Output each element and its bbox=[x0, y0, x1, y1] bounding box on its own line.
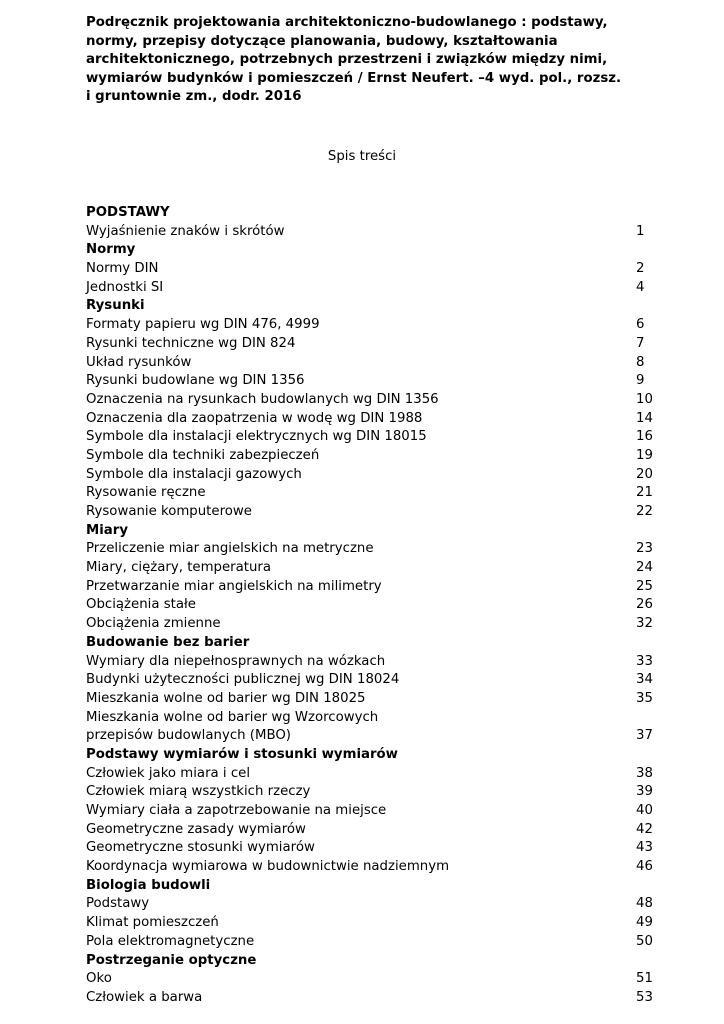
table-of-contents bbox=[86, 204, 656, 1008]
toc-entry-title: Mieszkania wolne od barier wg DIN 18025 bbox=[86, 690, 366, 706]
toc-entry-title: Jednostki SI bbox=[86, 279, 164, 295]
toc-entry-page: 7 bbox=[636, 335, 645, 351]
toc-entry-page: 33 bbox=[636, 653, 653, 669]
toc-entry-title: Geometryczne zasady wymiarów bbox=[86, 821, 306, 837]
toc-section-heading bbox=[86, 204, 656, 223]
toc-entry-title: Wymiary dla niepełnosprawnych na wózkach bbox=[86, 653, 386, 669]
toc-entry-page: 35 bbox=[636, 690, 653, 706]
toc-entry-title: Wymiary ciała a zapotrzebowanie na miejsce bbox=[86, 803, 387, 818]
toc-entry-page: 34 bbox=[636, 672, 653, 688]
toc-entry bbox=[86, 914, 656, 933]
toc-entry-title: Człowiek jako miara i cel bbox=[86, 765, 251, 781]
toc-entry-title: Normy bbox=[86, 242, 136, 258]
toc-entry-title: Miary, ciężary, temperatura bbox=[86, 560, 272, 576]
toc-entry-title: Normy DIN bbox=[86, 261, 159, 277]
toc-entry-title: Przeliczenie miar angielskich na metryczne bbox=[86, 541, 374, 557]
toc-entry bbox=[86, 989, 656, 1008]
toc-entry-title: Mieszkania wolne od barier wg Wzorcowych bbox=[86, 709, 379, 725]
toc-entry-page: 42 bbox=[636, 821, 653, 837]
toc-entry bbox=[86, 578, 656, 597]
toc-entry-title: Symbole dla techniki zabezpieczeń bbox=[86, 447, 320, 463]
toc-entry-title: Formaty papieru wg DIN 476, 4999 bbox=[86, 317, 320, 333]
document-title bbox=[86, 14, 686, 107]
toc-section-heading bbox=[86, 877, 656, 896]
toc-entry bbox=[86, 709, 656, 728]
toc-entry bbox=[86, 316, 656, 335]
toc-entry-title: Człowiek a barwa bbox=[86, 989, 203, 1005]
toc-heading: Spis treści bbox=[327, 149, 397, 164]
title-line: normy, przepisy dotyczące planowania, budowy, kształtowania bbox=[86, 33, 558, 49]
toc-section-heading bbox=[86, 241, 656, 260]
toc-entry-title: Koordynacja wymiarowa w budownictwie nadziemnym bbox=[86, 859, 450, 875]
toc-entry bbox=[86, 727, 656, 746]
toc-entry-title: Pola elektromagnetyczne bbox=[86, 933, 255, 949]
toc-entry-page: 25 bbox=[636, 578, 653, 594]
toc-entry-page: 43 bbox=[636, 840, 653, 856]
toc-entry bbox=[86, 372, 656, 391]
toc-entry bbox=[86, 821, 656, 840]
toc-entry-title: Postrzeganie optyczne bbox=[86, 952, 257, 968]
toc-entry bbox=[86, 802, 656, 821]
toc-entry-title: Rysowanie ręczne bbox=[86, 485, 206, 501]
toc-entry-page: 14 bbox=[636, 410, 653, 426]
toc-entry bbox=[86, 410, 656, 429]
title-line: architektonicznego, potrzebnych przestrzeni i związków między nimi, bbox=[86, 52, 608, 68]
toc-entry-page: 20 bbox=[636, 466, 653, 482]
toc-entry-title: przepisów budowlanych (MBO) bbox=[86, 728, 291, 744]
toc-section-heading bbox=[86, 746, 656, 765]
toc-entry-title: Budynki użyteczności publicznej wg DIN 18024 bbox=[86, 672, 400, 688]
toc-entry bbox=[86, 933, 656, 952]
toc-entry-page: 24 bbox=[636, 560, 653, 576]
toc-entry bbox=[86, 335, 656, 354]
toc-entry-page: 6 bbox=[636, 317, 645, 333]
toc-entry bbox=[86, 839, 656, 858]
toc-entry-page: 4 bbox=[636, 279, 645, 295]
toc-entry-page: 50 bbox=[636, 933, 653, 949]
toc-entry bbox=[86, 484, 656, 503]
toc-entry bbox=[86, 653, 656, 672]
toc-entry-title: Budowanie bez barier bbox=[86, 634, 250, 650]
toc-entry bbox=[86, 540, 656, 559]
toc-section-heading bbox=[86, 297, 656, 316]
toc-entry-page: 8 bbox=[636, 354, 645, 370]
title-line: wymiarów budynków i pomieszczeń / Ernst Neufert. –4 wyd. pol., rozsz. bbox=[86, 70, 622, 86]
toc-entry-title: Symbole dla instalacji elektrycznych wg DIN 18015 bbox=[86, 429, 427, 445]
toc-entry bbox=[86, 223, 656, 242]
toc-entry bbox=[86, 428, 656, 447]
title-line: Podręcznik projektowania architektoniczno-budowlanego : podstawy, bbox=[86, 15, 608, 30]
toc-entry bbox=[86, 260, 656, 279]
toc-entry-title: Geometryczne stosunki wymiarów bbox=[86, 840, 315, 856]
toc-entry bbox=[86, 858, 656, 877]
toc-entry-title: Rysunki budowlane wg DIN 1356 bbox=[86, 373, 305, 389]
toc-entry bbox=[86, 391, 656, 410]
toc-entry-title: Rysowanie komputerowe bbox=[86, 504, 252, 519]
toc-entry-page: 21 bbox=[636, 485, 653, 501]
toc-entry-page: 23 bbox=[636, 541, 653, 557]
toc-entry bbox=[86, 596, 656, 615]
toc-entry-page bbox=[636, 709, 656, 728]
toc-section-heading bbox=[86, 634, 656, 653]
toc-entry-page: 37 bbox=[636, 728, 653, 744]
toc-entry-page: 26 bbox=[636, 597, 653, 613]
toc-entry-title: Oznaczenia na rysunkach budowlanych wg DIN 1356 bbox=[86, 391, 439, 407]
toc-entry-page: 1 bbox=[636, 223, 645, 239]
toc-entry bbox=[86, 765, 656, 784]
toc-entry bbox=[86, 671, 656, 690]
toc-entry-page: 2 bbox=[636, 261, 645, 277]
toc-entry-page: 51 bbox=[636, 971, 653, 987]
toc-entry-page: 16 bbox=[636, 429, 653, 445]
toc-entry-page: 38 bbox=[636, 765, 653, 781]
toc-entry-page: 40 bbox=[636, 803, 653, 818]
toc-entry bbox=[86, 503, 656, 522]
toc-entry-title: Podstawy bbox=[86, 896, 150, 912]
toc-section-heading bbox=[86, 522, 656, 541]
toc-entry-page: 53 bbox=[636, 989, 653, 1005]
toc-entry-page: 19 bbox=[636, 447, 653, 463]
toc-entry-page: 32 bbox=[636, 616, 653, 632]
toc-entry bbox=[86, 783, 656, 802]
toc-entry-title: Oko bbox=[86, 971, 112, 987]
toc-entry bbox=[86, 690, 656, 709]
toc-entry-title: Wyjaśnienie znaków i skrótów bbox=[86, 223, 285, 239]
toc-entry bbox=[86, 895, 656, 914]
toc-entry-title: Przetwarzanie miar angielskich na milimetry bbox=[86, 578, 382, 594]
toc-entry-title: Rysunki techniczne wg DIN 824 bbox=[86, 335, 296, 351]
toc-entry-title: Rysunki bbox=[86, 298, 145, 314]
toc-entry-title: Biologia budowli bbox=[86, 877, 211, 893]
toc-entry-title: Obciążenia stałe bbox=[86, 597, 196, 613]
toc-entry-title: Miary bbox=[86, 522, 128, 538]
toc-entry-title: Układ rysunków bbox=[86, 354, 192, 370]
toc-entry bbox=[86, 559, 656, 578]
toc-entry-title: PODSTAWY bbox=[86, 205, 170, 220]
toc-entry bbox=[86, 466, 656, 485]
toc-entry-title: Podstawy wymiarów i stosunki wymiarów bbox=[86, 746, 398, 762]
toc-entry-page: 10 bbox=[636, 391, 653, 407]
toc-entry-title: Symbole dla instalacji gazowych bbox=[86, 466, 302, 482]
toc-entry-page: 46 bbox=[636, 859, 653, 875]
toc-entry bbox=[86, 970, 656, 989]
toc-entry bbox=[86, 615, 656, 634]
toc-entry-page: 49 bbox=[636, 915, 653, 931]
toc-entry-page: 48 bbox=[636, 896, 653, 912]
toc-entry-page: 39 bbox=[636, 784, 653, 800]
toc-entry bbox=[86, 354, 656, 373]
toc-entry bbox=[86, 279, 656, 298]
toc-entry-title: Obciążenia zmienne bbox=[86, 616, 221, 632]
toc-entry-title: Klimat pomieszczeń bbox=[86, 915, 219, 931]
toc-section-heading bbox=[86, 952, 656, 971]
title-line: i gruntownie zm., dodr. 2016 bbox=[86, 89, 302, 105]
toc-entry bbox=[86, 447, 656, 466]
toc-entry-page: 22 bbox=[636, 504, 653, 519]
toc-entry-page: 9 bbox=[636, 373, 645, 389]
toc-entry-title: Człowiek miarą wszystkich rzeczy bbox=[86, 784, 311, 800]
toc-entry-title: Oznaczenia dla zaopatrzenia w wodę wg DIN 1988 bbox=[86, 410, 423, 426]
